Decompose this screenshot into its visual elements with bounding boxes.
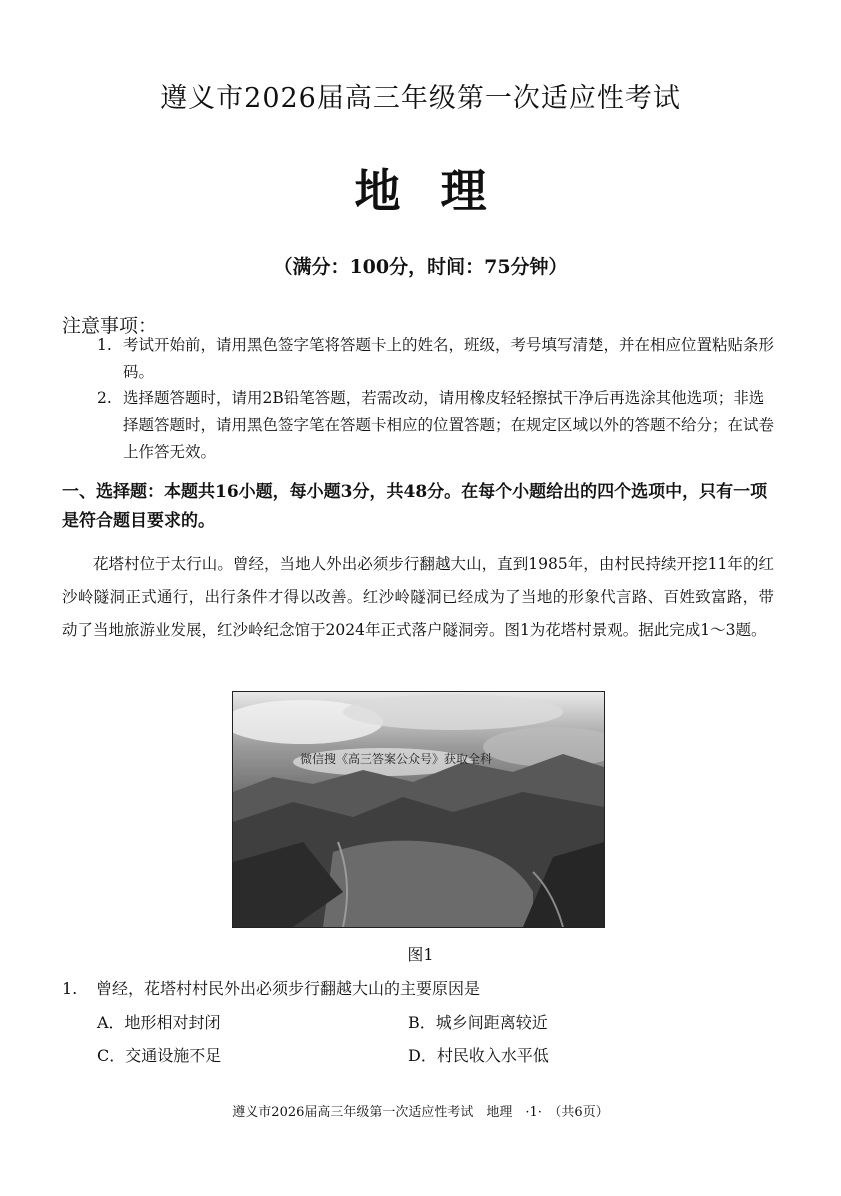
- option-d: D．村民收入水平低: [408, 1046, 549, 1065]
- notice-item-2: [97, 385, 777, 466]
- landscape-illustration: [233, 692, 604, 927]
- watermark-text: 微信搜《高三答案公众号》获取全科: [300, 752, 493, 766]
- option-a: A．地形相对封闭: [97, 1013, 221, 1032]
- section-heading: [62, 478, 774, 536]
- notice-item-number: 1.: [97, 336, 112, 354]
- option-b: B．城乡间距离较近: [408, 1013, 548, 1032]
- notice-item-number: 2.: [97, 389, 112, 407]
- section-heading-text: 一、选择题：本题共16小题，每小题3分，共48分。在每个小题给出的四个选项中，只有一项是符合题目要求的。: [62, 482, 768, 531]
- notice-item-text: 考试开始前，请用黑色签字笔将答题卡上的姓名，班级，考号填写清楚，并在相应位置粘贴条形码。: [123, 336, 775, 381]
- notice-heading: 注意事项：: [62, 315, 158, 337]
- question-number: 1.: [62, 979, 78, 998]
- score-time-info: （满分：100分，时间：75分钟）: [273, 256, 568, 278]
- page-footer: 遵义市2026届高三年级第一次适应性考试 地理 ·1· （共6页）: [232, 1105, 609, 1120]
- landscape-photo: [232, 691, 605, 928]
- subject-title: 地理: [354, 164, 527, 218]
- notice-item-1: [97, 332, 777, 386]
- figure-caption: 图1: [407, 945, 434, 964]
- exam-title: 遵义市2026届高三年级第一次适应性考试: [160, 83, 681, 114]
- question-text: 曾经，花塔村村民外出必须步行翻越大山的主要原因是: [96, 979, 481, 998]
- option-c: C．交通设施不足: [97, 1046, 222, 1065]
- question-1-stem: [62, 976, 480, 999]
- notice-item-text: 选择题答题时，请用2B铅笔答题，若需改动，请用橡皮轻轻擦拭干净后再选涂其他选项；非选择题答题时，请用黑色签字笔在答题卡相应的位置答题；在规定区域以外的答题不给分；在试卷上作答无效。: [123, 389, 775, 461]
- material-paragraph: 花塔村位于太行山。曾经，当地人外出必须步行翻越大山，直到1985年，由村民持续开挖11年的红沙岭隧洞正式通行，出行条件才得以改善。红沙岭隧洞已经成为了当地的形象代言路、百姓致富路，带动了当地旅游业发展，红沙岭纪念馆于2024年正式落户隧洞旁。图1为花塔村景观。据此完成1～3题。: [62, 555, 774, 639]
